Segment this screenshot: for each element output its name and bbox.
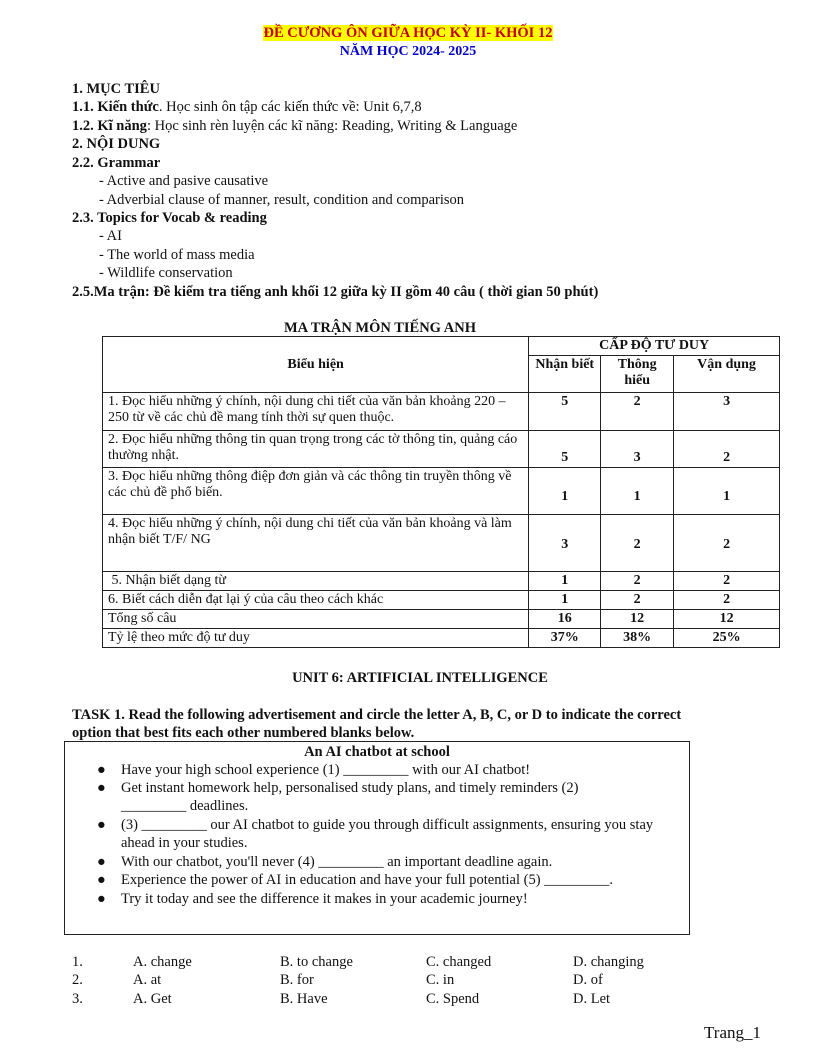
option-b[interactable]: B. Have xyxy=(280,991,328,1007)
school-year: NĂM HỌC 2024- 2025 xyxy=(339,44,477,59)
bullet-icon: ● xyxy=(97,872,106,888)
bullet-icon: ● xyxy=(97,817,106,833)
page-number: Trang_1 xyxy=(704,1023,761,1042)
knowledge-line: 1.1. Kiến thức. Học sinh ôn tập các kiến thức về: Unit 6,7,8 xyxy=(72,99,422,115)
skills-line: 1.2. Kĩ năng: Học sinh rèn luyện các kĩ năng: Reading, Writing & Language xyxy=(72,118,518,134)
option-a[interactable]: A. at xyxy=(133,972,162,988)
task-instruction: option that best fits each other numbered blanks below. xyxy=(72,725,415,741)
table-row: 5. Nhận biết dạng từ 1 2 2 xyxy=(103,572,780,591)
option-d[interactable]: D. changing xyxy=(573,954,644,970)
option-c[interactable]: C. Spend xyxy=(426,991,480,1007)
topic-item: - Wildlife conservation xyxy=(99,265,233,281)
table-row: Tỷ lệ theo mức độ tư duy 37% 38% 25% xyxy=(103,629,780,648)
option-c[interactable]: C. changed xyxy=(426,954,492,970)
table-row: Tổng số câu 16 12 12 xyxy=(103,610,780,629)
bullet-icon: ● xyxy=(97,762,106,778)
topics-heading: 2.3. Topics for Vocab & reading xyxy=(72,210,267,226)
option-b[interactable]: B. to change xyxy=(280,954,353,970)
option-b[interactable]: B. for xyxy=(280,972,314,988)
grammar-item: - Adverbial clause of manner, result, condition and comparison xyxy=(99,192,465,208)
header-expression: Biểu hiện xyxy=(103,337,529,393)
grammar-heading: 2.2. Grammar xyxy=(72,155,161,171)
header-recognition: Nhận biết xyxy=(529,356,601,393)
option-d[interactable]: D. Let xyxy=(573,991,611,1007)
header-application: Vận dụng xyxy=(674,356,780,393)
topic-item: - The world of mass media xyxy=(99,247,255,263)
matrix-title: MA TRẬN MÔN TIẾNG ANH xyxy=(283,320,476,336)
advertisement-box: An AI chatbot at school ● Have your high school experience (1) _________ with our AI chatbot! ● Get instant homework help, personalised study plans, and timely reminders (2) _________ deadlines. ● (3) _________ our AI chatbot to guide you through difficult assignments, ensuring you stay ahead in your studies. ● With our chatbot, you'll never (4) _________ an important deadline again. ● Experience the power of AI in education and have your full potential (5) _________. ● Try it today and see the difference it makes in your academic journey! xyxy=(64,741,690,935)
table-row: 6. Biết cách diễn đạt lại ý của câu theo cách khác 1 2 2 xyxy=(103,591,780,610)
option-c[interactable]: C. in xyxy=(426,972,455,988)
option-a[interactable]: A. Get xyxy=(133,991,172,1007)
grammar-item: - Active and pasive causative xyxy=(99,173,269,189)
bullet-icon: ● xyxy=(97,854,106,870)
bullet-icon: ● xyxy=(97,780,106,796)
header-thinking-level: CẤP ĐỘ TƯ DUY xyxy=(529,337,780,356)
table-row: 1. Đọc hiểu những ý chính, nội dung chi tiết của văn bản khoảng 220 – 250 từ về các chủ đề mang tính thời sự quen thuộc. 5 2 3 xyxy=(103,393,780,431)
task-instruction: TASK 1. Read the following advertisement and circle the letter A, B, C, or D to indicate the correct xyxy=(72,707,682,723)
matrix-intro: 2.5.Ma trận: Đề kiểm tra tiếng anh khối 12 giữa kỳ II gồm 40 câu ( thời gian 50 phút) xyxy=(72,284,599,300)
advertisement-title: An AI chatbot at school xyxy=(304,744,450,760)
topic-item: - AI xyxy=(99,228,122,244)
section-content: 2. NỘI DUNG xyxy=(72,136,161,152)
document-title: ĐỀ CƯƠNG ÔN GIỮA HỌC KỲ II- KHỐI 12 xyxy=(263,25,553,41)
unit-heading: UNIT 6: ARTIFICIAL INTELLIGENCE xyxy=(292,670,548,686)
table-row: 3. Đọc hiểu những thông điệp đơn giản và các thông tin truyền thông về các chủ đề phổ biến. 1 1 1 xyxy=(103,468,780,515)
section-objectives: 1. MỤC TIÊU xyxy=(72,81,160,97)
matrix-table xyxy=(102,336,780,648)
bullet-icon: ● xyxy=(97,891,106,907)
option-a[interactable]: A. change xyxy=(133,954,192,970)
table-row: 2. Đọc hiểu những thông tin quan trọng trong các tờ thông tin, quảng cáo thường nhật. 5 3 2 xyxy=(103,431,780,468)
table-row: 4. Đọc hiểu những ý chính, nội dung chi tiết của văn bản khoảng và làm nhận biết T/F/ NG 3 2 2 xyxy=(103,515,780,572)
header-comprehension: Thông hiểu xyxy=(601,356,674,393)
option-d[interactable]: D. of xyxy=(573,972,603,988)
